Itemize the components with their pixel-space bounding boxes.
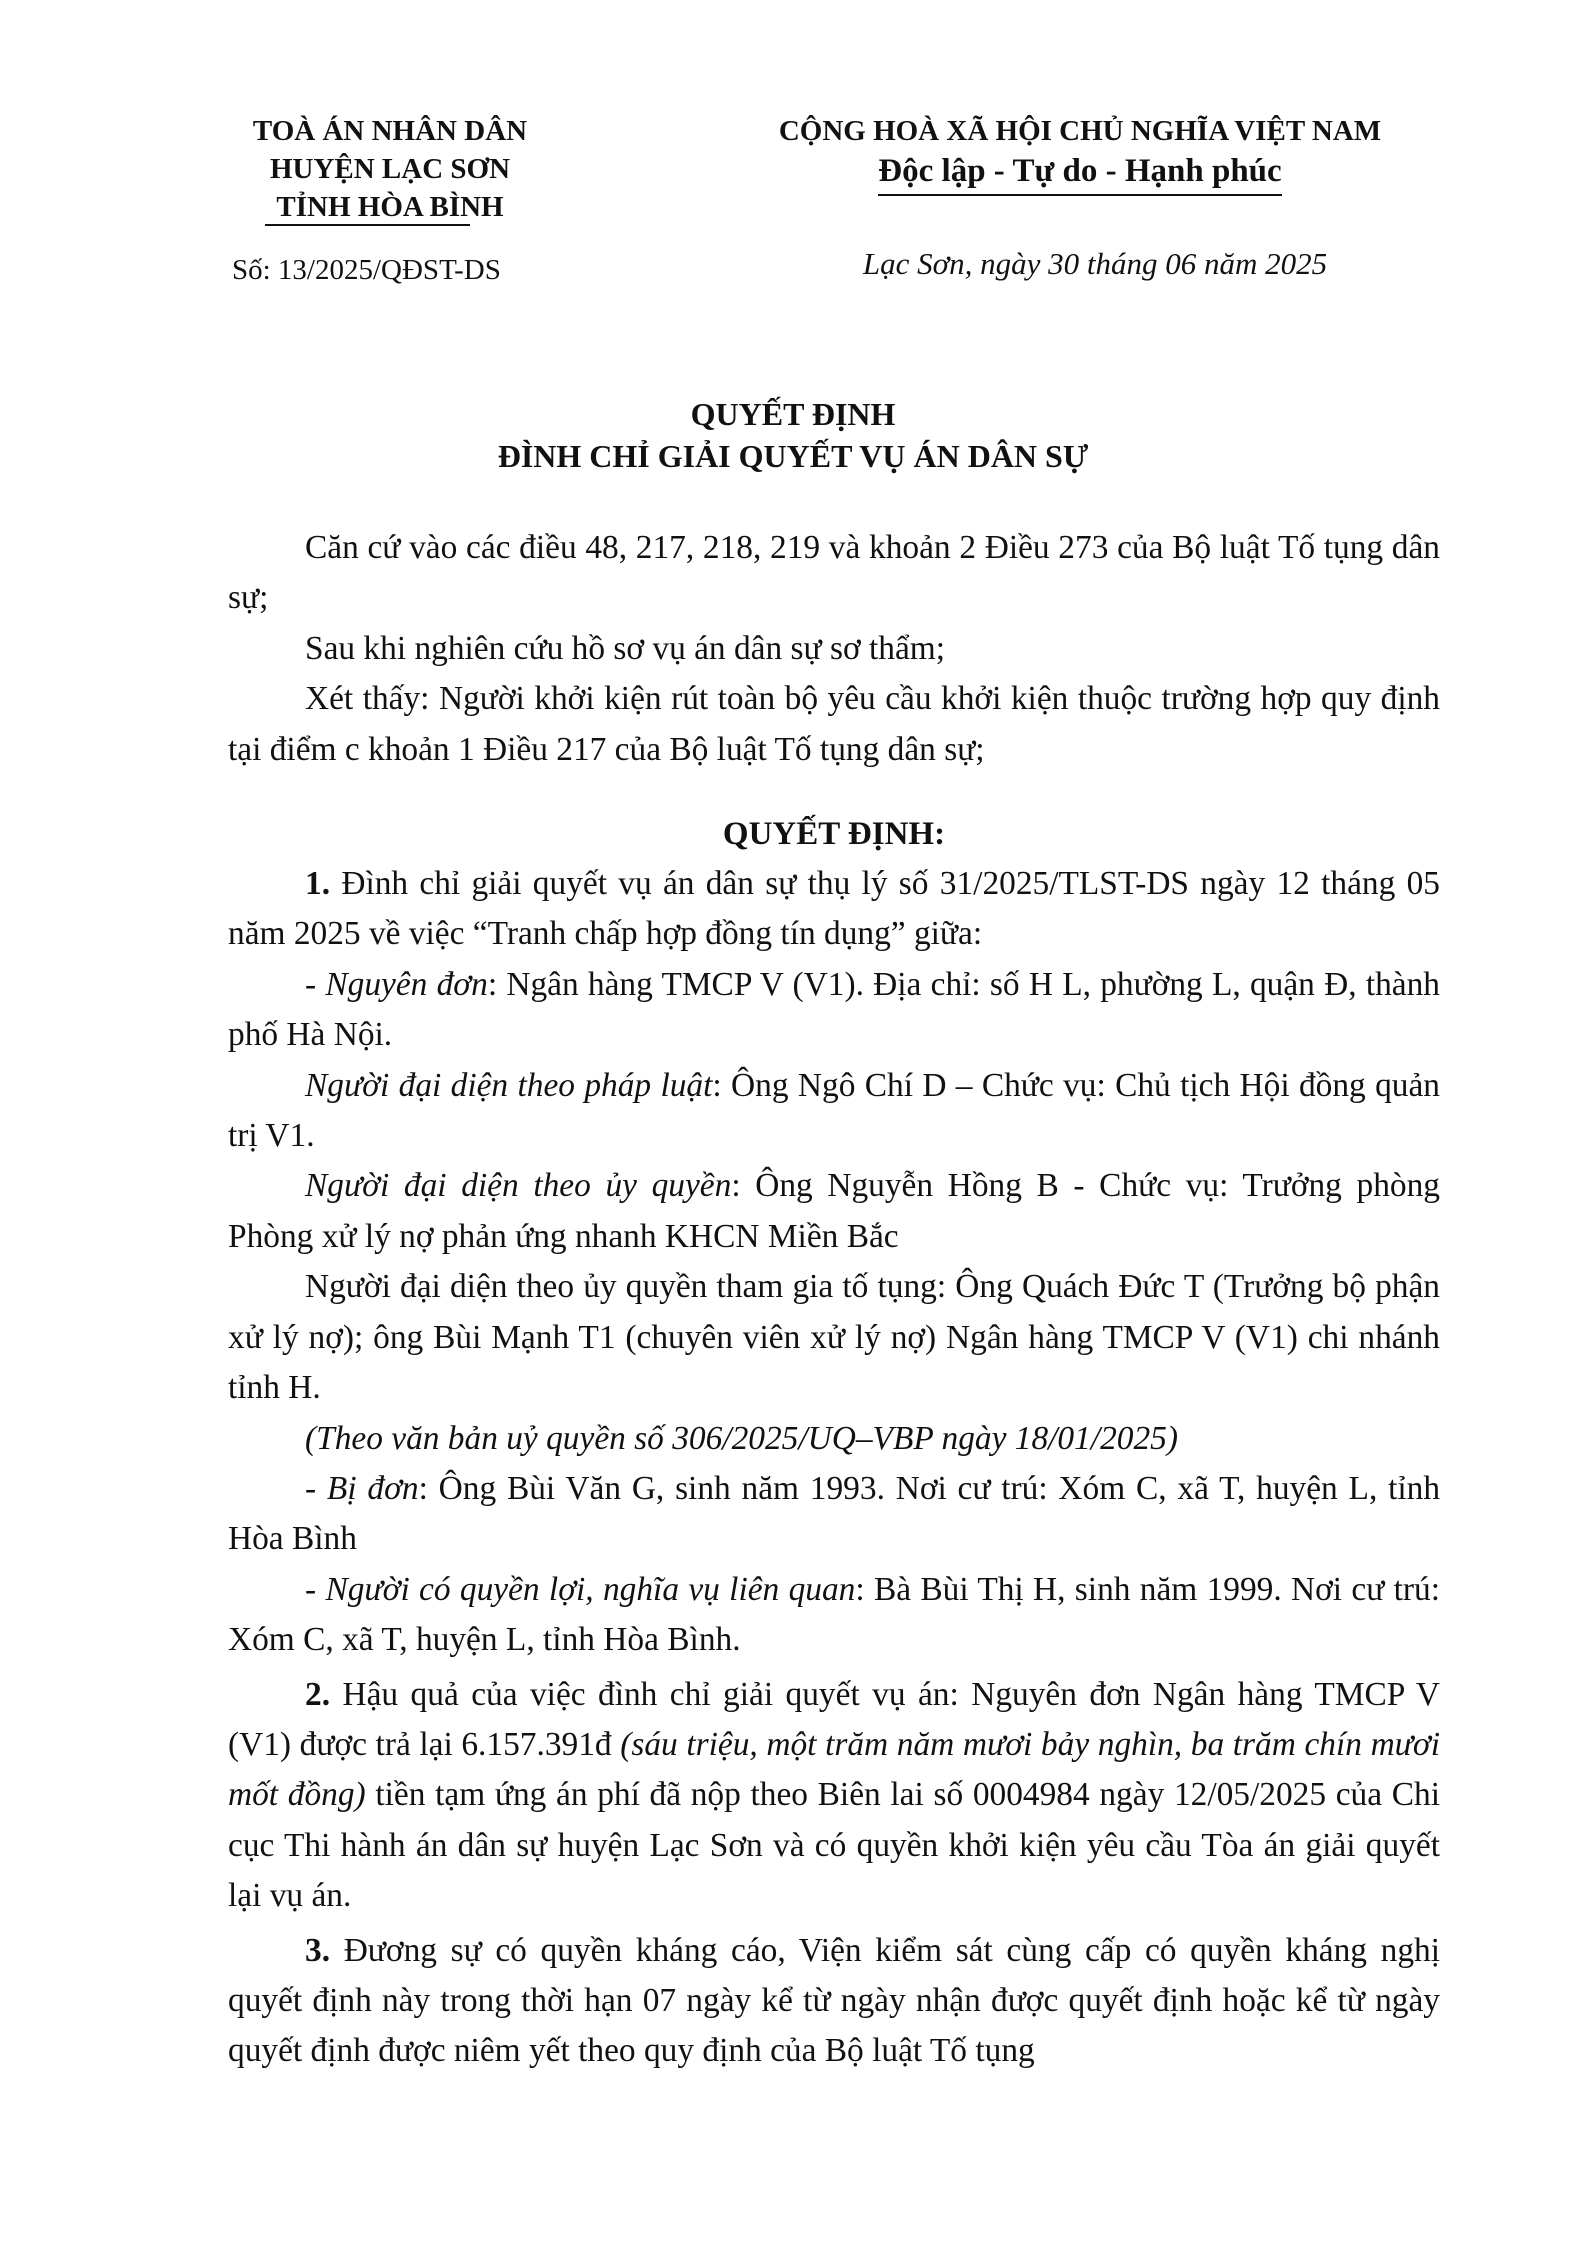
decision-item-1 [228, 859, 1440, 960]
title-line1: QUYẾT ĐỊNH [690, 396, 896, 432]
place-and-date: Lạc Sơn, ngày 30 tháng 06 năm 2025 [862, 246, 1328, 281]
item-3-number: 3. [305, 1931, 331, 1969]
national-header [700, 112, 1460, 196]
decision-item-3 [228, 1926, 1440, 2077]
header-divider-left [265, 224, 470, 226]
authorization-note: (Theo văn bản uỷ quyền số 306/2025/UQ–VBP ngày 18/01/2025) [305, 1419, 1178, 1457]
title-line2: ĐÌNH CHỈ GIẢI QUYẾT VỤ ÁN DÂN SỰ [497, 438, 1089, 474]
preamble-consideration: Xét thấy: Người khởi kiện rút toàn bộ yêu cầu khởi kiện thuộc trường hợp quy định tại điểm c khoản 1 Điều 217 của Bộ luật Tố tụng dân sự; [228, 680, 1440, 768]
item-3-text: Đương sự có quyền kháng cáo, Viện kiểm sát cùng cấp có quyền kháng nghị quyết định này trong thời hạn 07 ngày kể từ ngày nhận được quyết định hoặc kể từ ngày quyết định được niêm yết theo quy định của Bộ luật Tố tụng [228, 1931, 1440, 2070]
legal-representative-paragraph [228, 1061, 1440, 1162]
defendant-prefix: - [305, 1469, 327, 1507]
authorized-representative-paragraph [228, 1161, 1440, 1262]
legal-rep-label: Người đại diện theo pháp luật [305, 1066, 713, 1104]
item-2-amount-in-words: (sáu triệu, một trăm năm mươi bảy nghìn, ba trăm chín mươi mốt đồng) [228, 1725, 1440, 1814]
court-header [190, 112, 590, 226]
decision-item-2 [228, 1670, 1440, 1922]
legal-rep-text: : Ông Ngô Chí D – Chức vụ: Chủ tịch Hội đồng quản trị V1. [228, 1066, 1440, 1155]
court-name-line3: TỈNH HÒA BÌNH [276, 191, 504, 223]
plaintiff-text: : Ngân hàng TMCP V (V1). Địa chỉ: số H L, phường L, quận Đ, thành phố Hà Nội. [228, 965, 1440, 1054]
auth-rep-label: Người đại diện theo ủy quyền [305, 1167, 732, 1205]
item-1-text: Đình chỉ giải quyết vụ án dân sự thụ lý số 31/2025/TLST-DS ngày 12 tháng 05 năm 2025 về việc “Tranh chấp hợp đồng tín dụng” giữa: [228, 865, 1440, 953]
court-name-line2: HUYỆN LẠC SƠN [269, 153, 511, 185]
document-title [0, 393, 1586, 477]
authorized-litigation-representatives: Người đại diện theo ủy quyền tham gia tố tụng: Ông Quách Đức T (Trưởng bộ phận xử lý nợ); ông Bùi Mạnh T1 (chuyên viên xử lý nợ) Ngân hàng TMCP V (V1) chi nhánh tỉnh H. [228, 1268, 1440, 1407]
defendant-text: : Ông Bùi Văn G, sinh năm 1993. Nơi cư trú: Xóm C, xã T, huyện L, tỉnh Hòa Bình [228, 1469, 1441, 1558]
plaintiff-prefix: - [305, 965, 326, 1003]
preamble-review: Sau khi nghiên cứu hồ sơ vụ án dân sự sơ thẩm; [305, 629, 946, 667]
related-text: : Bà Bùi Thị H, sinh năm 1999. Nơi cư trú: Xóm C, xã T, huyện L, tỉnh Hòa Bình. [228, 1570, 1441, 1659]
document-number: Số: 13/2025/QĐST-DS [232, 254, 501, 286]
national-title: CỘNG HOÀ XÃ HỘI CHỦ NGHĨA VIỆT NAM [778, 115, 1382, 147]
document-body [228, 523, 1440, 2077]
decision-heading: QUYẾT ĐỊNH: [722, 816, 946, 853]
court-name-line1: TOÀ ÁN NHÂN DÂN [252, 115, 528, 147]
defendant-label: Bị đơn [326, 1469, 419, 1507]
item-2-text-b: tiền tạm ứng án phí đã nộp theo Biên lai số 0004984 ngày 12/05/2025 của Chi cục Thi hành án dân sự huyện Lạc Sơn và có quyền khởi kiện yêu cầu Tòa án giải quyết lại vụ án. [228, 1776, 1440, 1915]
related-party-paragraph [228, 1565, 1440, 1666]
auth-rep-text: : Ông Nguyễn Hồng B - Chức vụ: Trưởng phòng Phòng xử lý nợ phản ứng nhanh KHCN Miền Bắc [228, 1167, 1440, 1255]
plaintiff-label: Nguyên đơn [325, 965, 488, 1003]
item-2-text-a: Hậu quả của việc đình chỉ giải quyết vụ án: Nguyên đơn Ngân hàng TMCP V (V1) được trả lại 6.157.391đ [228, 1675, 1440, 1763]
related-prefix: - [305, 1570, 326, 1608]
national-motto: Độc lập - Tự do - Hạnh phúc [878, 150, 1281, 196]
item-2-number: 2. [305, 1675, 331, 1713]
defendant-paragraph [228, 1464, 1440, 1565]
plaintiff-paragraph [228, 960, 1440, 1061]
preamble-legal-basis: Căn cứ vào các điều 48, 217, 218, 219 và khoản 2 Điều 273 của Bộ luật Tố tụng dân sự; [228, 529, 1440, 617]
related-label: Người có quyền lợi, nghĩa vụ liên quan [325, 1570, 856, 1608]
item-1-number: 1. [305, 865, 331, 903]
